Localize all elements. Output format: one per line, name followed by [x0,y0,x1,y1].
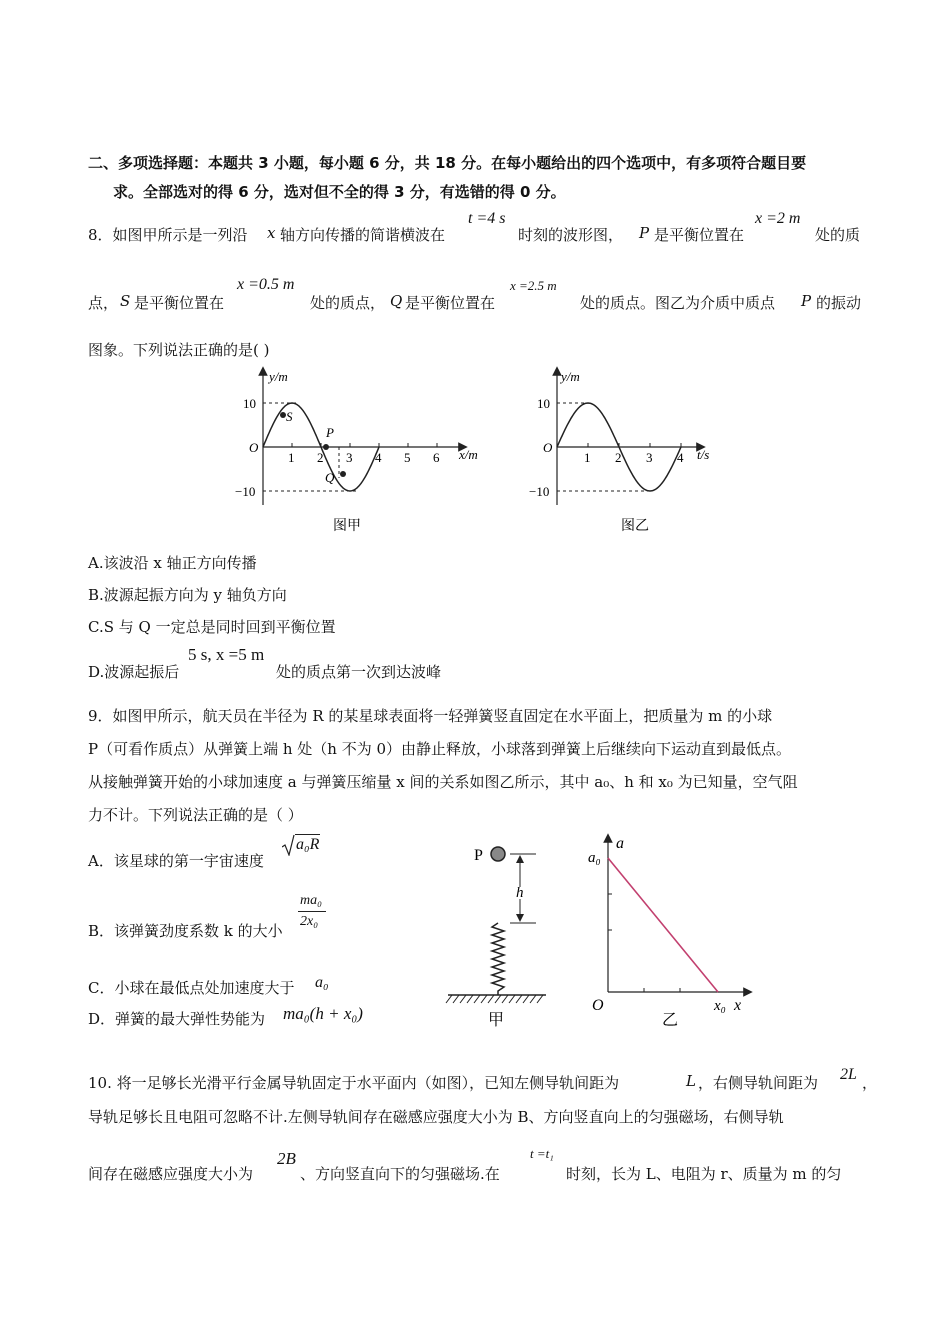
q8-text: 处的质点。图乙为介质中质点 [580,294,776,312]
q10-text: 间存在磁感应强度大小为 [88,1165,254,1183]
ground-hatch [502,995,508,1003]
q10-text: 时刻，长为 L、电阻为 r、质量为 m 的匀 [566,1165,842,1183]
q8-option-b: B.波源起振方向为 y 轴负方向 [88,586,287,604]
graph-caption: 图乙 [621,519,649,534]
y-tick: −10 [529,484,550,499]
q10-text: 10. 将一足够长光滑平行金属导轨固定于水平面内（如图），已知左侧导轨间距为 [88,1074,620,1092]
ball-label: P [474,847,483,864]
q8-var-S: S [120,292,131,310]
ground-hatch [474,995,480,1003]
q8-text: 处的质 [815,226,861,244]
q8-var-P: P [639,224,650,242]
a0-label: a₀ [588,850,601,866]
ground-hatch [537,995,543,1003]
a-x-line [608,858,718,992]
q8-math-x25: x =2.5 m [510,278,557,293]
q10-math-t: t =t₁ [530,1146,554,1161]
ground-hatch [488,995,494,1003]
q8-option-d: D.波源起振后 [88,663,180,681]
x-tick-label: 3 [346,450,353,465]
q8-text: 点， [88,294,119,312]
ground-hatch [453,995,459,1003]
ground-hatch [495,995,501,1003]
y-tick: 10 [243,396,256,411]
point-Q [340,471,346,477]
q8-math-x05: x =0.5 m [237,276,295,293]
q9-option-b-denominator: 2x₀ [300,914,319,929]
x-tick-label: 3 [646,450,653,465]
x-tick-label: 1 [288,450,295,465]
q10-text: ， [862,1074,878,1092]
q8-var-P2: P [801,292,812,310]
graph-caption: 图甲 [333,519,361,534]
spring [492,923,504,995]
q9-option-a: A．该星球的第一宇宙速度 [88,852,264,870]
y-axis-label: y/m [561,369,580,384]
a-x-graph-yi [580,830,760,1030]
wave-graph-jia [225,365,495,540]
q10-text: 导轨足够长且电阻可忽略不计.左侧导轨间存在磁感应强度大小为 B、方向竖直向上的匀强磁场，右侧导轨 [88,1108,784,1126]
label-P: P [326,425,334,440]
q9-option-c: C．小球在最低点处加速度大于 [88,979,295,997]
q9-text: 从接触弹簧开始的小球加速度 a 与弹簧压缩量 x 间的关系如图乙所示，其中 a₀、h 和 x₀ 为已知量，空气阻 [88,773,798,791]
q8-text: 处的质点， [310,294,386,312]
label-Q: Q [325,470,335,485]
fraction-bar [298,911,326,912]
q8-text: 8．如图甲所示是一列沿 [88,226,248,244]
spring-figure-jia [440,835,555,1030]
ground-hatch [446,995,452,1003]
ground-hatch [481,995,487,1003]
origin-label: O [543,440,553,455]
q9-option-d-math: ma₀(h + x₀) [283,1004,363,1023]
x-tick-label: 4 [677,450,684,465]
q10-text: 、方向竖直向下的匀强磁场.在 [300,1165,500,1183]
q9-option-a-math [282,834,320,856]
vibration-graph-yi [515,365,745,540]
q8-option-a: A.该波沿 x 轴正方向传播 [88,554,257,572]
q9-text: 力不计。下列说法正确的是（ ） [88,806,303,824]
x0-label: x₀ [714,998,726,1014]
q8-var-x: x [267,224,276,242]
q8-text: 是平衡位置在 [405,294,496,312]
figure-caption: 甲 [488,1012,505,1029]
ground-hatch [460,995,466,1003]
y-axis-label: a [616,835,624,852]
q8-option-d-rest: 处的质点第一次到达波峰 [276,663,442,681]
ground-hatch [509,995,515,1003]
origin-label: O [592,997,604,1014]
x-tick-label: 5 [404,450,411,465]
ground-hatch [516,995,522,1003]
q8-option-d-math: 5 s, x =5 m [188,645,265,664]
point-P [323,444,329,450]
x-axis-label: x/m [459,447,478,462]
x-tick-label: 6 [433,450,440,465]
q9-option-b-numerator: ma₀ [300,893,322,908]
y-axis-label: y/m [269,369,288,384]
section-header-line2: 求。全部选对的得 6 分，选对但不全的得 3 分，有选错的得 0 分。 [113,183,566,201]
x-tick-label: 4 [375,450,382,465]
q8-math-x2: x =2 m [755,210,801,227]
x-tick-label: 2 [317,450,324,465]
x-axis-label: t/s [697,447,710,462]
q9-option-d: D．弹簧的最大弹性势能为 [88,1010,266,1028]
y-tick: 10 [537,396,550,411]
q10-var-L: L [686,1072,696,1090]
q10-math-2L: 2L [840,1066,857,1083]
q8-text: 轴方向传播的简谐横波在 [280,226,446,244]
q8-option-c: C.S 与 Q 一定总是同时回到平衡位置 [88,618,336,636]
q10-text: ，右侧导轨间距为 [698,1074,819,1092]
y-tick: −10 [235,484,256,499]
sqrt-icon [282,834,295,856]
ground-hatch [523,995,529,1003]
h-label: h [516,885,524,901]
ball [491,847,505,861]
x-tick-label: 1 [584,450,591,465]
label-S: S [286,409,293,424]
q9-option-b: B．该弹簧劲度系数 k 的大小 [88,922,283,940]
q9-text: P（可看作质点）从弹簧上端 h 处（h 不为 0）由静止释放，小球落到弹簧上后继续向下运动直到最低点。 [88,740,792,758]
ground-hatch [530,995,536,1003]
origin-label: O [249,440,259,455]
q8-text: 是平衡位置在 [134,294,225,312]
q8-text: 是平衡位置在 [654,226,745,244]
figure-caption: 乙 [662,1012,679,1029]
q10-math-2B: 2B [277,1149,296,1168]
q8-text: 时刻的波形图， [518,226,624,244]
ground-hatch [467,995,473,1003]
sqrt-content: a₀R [296,836,320,853]
q8-var-Q: Q [390,292,403,310]
q8-math-t: t =4 s [468,210,506,227]
q8-text: 图象。下列说法正确的是( ) [88,341,270,359]
q9-text: 9．如图甲所示，航天员在半径为 R 的某星球表面将一轻弹簧竖直固定在水平面上，把质量为 m 的小球 [88,707,773,725]
q9-option-c-math: a₀ [315,974,329,991]
x-axis-label: x [734,997,742,1014]
q8-text: 的振动 [816,294,862,312]
section-header-line1: 二、多项选择题：本题共 3 小题，每小题 6 分，共 18 分。在每小题给出的四个选项中，有多项符合题目要 [88,154,807,172]
x-tick-label: 2 [615,450,622,465]
